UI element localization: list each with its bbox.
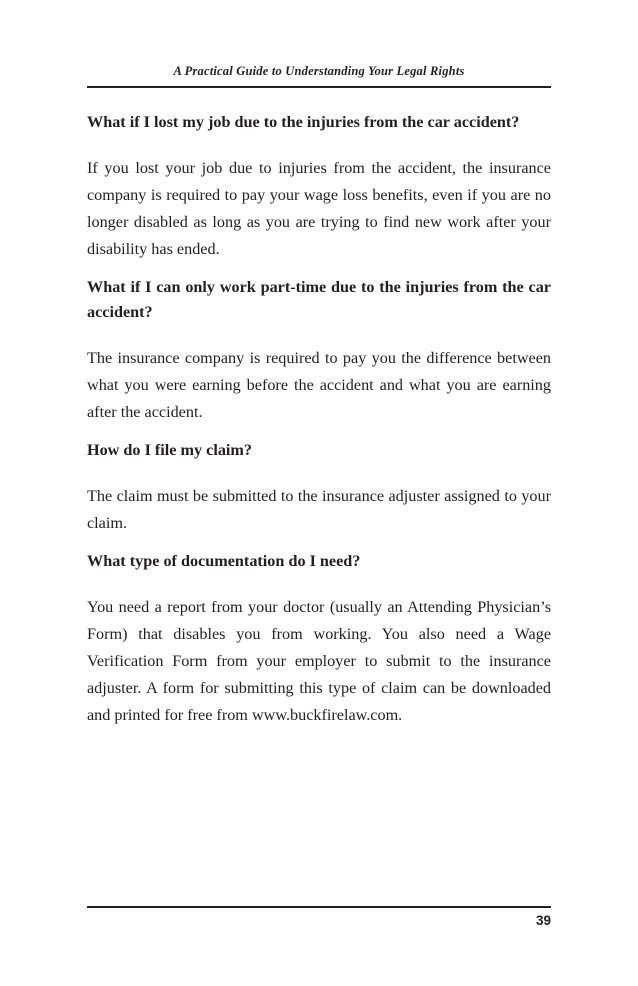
footer-divider [87,906,551,908]
answer-paragraph: You need a report from your doctor (usually an Attending Physician’s Form) that disables you from working. You also need a Wage Verification Form from your employer to submit to the insurance adjuster. A form for submitting this type of claim can be downloaded and printed for free from www.buckfirelaw.com. [87,598,551,724]
page-body [87,110,551,729]
answer-paragraph: The claim must be submitted to the insurance adjuster assigned to your claim. [87,487,551,532]
question-heading: What type of documentation do I need? [87,552,361,570]
question-heading: How do I file my claim? [87,441,253,459]
answer-paragraph: If you lost your job due to injuries from the accident, the insurance company is required to pay your wage loss benefits, even if you are no longer disabled as long as you are trying to find new work after your disability has ended. [87,159,551,258]
question-heading: What if I lost my job due to the injuries from the car accident? [87,113,520,131]
header-divider [87,86,551,88]
running-header: A Practical Guide to Understanding Your Legal Rights [173,64,465,78]
question-heading: What if I can only work part-time due to the injuries from the car accident? [87,278,551,321]
answer-paragraph: The insurance company is required to pay you the difference between what you were earning before the accident and what you are earning after the accident. [87,349,551,421]
page-number: 39 [535,913,551,928]
